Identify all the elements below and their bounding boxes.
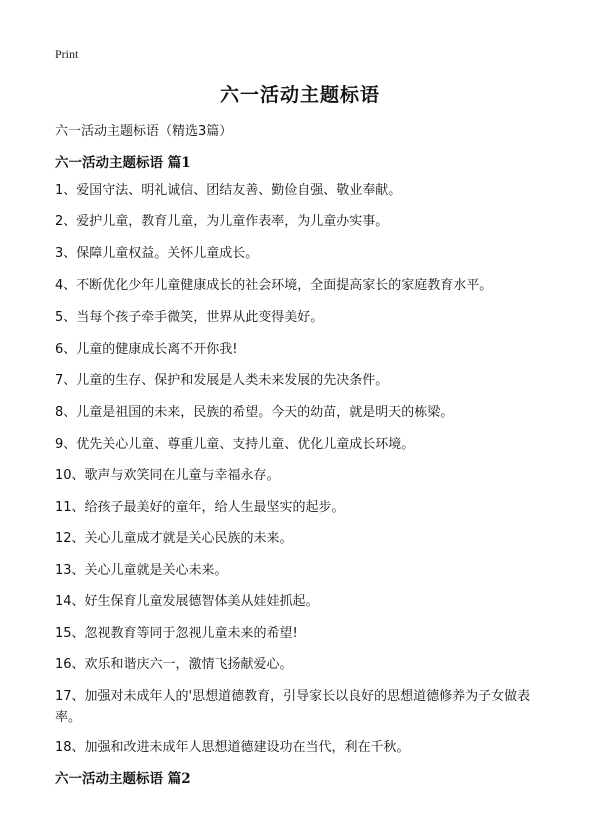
list-item: 2、爱护儿童，教育儿童，为儿童作表率，为儿童办实事。 — [55, 214, 389, 229]
list-item: 12、关心儿童成才就是关心民族的未来。 — [55, 531, 293, 546]
list-item: 16、欢乐和谐庆六一，激情飞扬献爱心。 — [55, 657, 293, 672]
list-item: 8、儿童是祖国的未来，民族的希望。今天的幼苗，就是明天的栋梁。 — [55, 405, 454, 420]
list-item: 1、爱国守法、明礼诚信、团结友善、勤俭自强、敬业奉献。 — [55, 183, 402, 198]
document-subtitle: 六一活动主题标语（精选3篇） — [55, 124, 233, 139]
list-item: 5、当每个孩子牵手微笑，世界从此变得美好。 — [55, 310, 324, 325]
section-heading-1: 六一活动主题标语 篇1 — [55, 155, 191, 171]
list-item: 14、好生保育儿童发展德智体美从娃娃抓起。 — [55, 594, 319, 609]
list-item: 11、给孩子最美好的童年，给人生最坚实的起步。 — [55, 500, 345, 515]
list-item: 6、儿童的健康成长离不开你我! — [55, 342, 238, 357]
section-heading-2: 六一活动主题标语 篇2 — [55, 771, 191, 787]
list-item: 9、优先关心儿童、尊重儿童、支持儿童、优化儿童成长环境。 — [55, 437, 415, 452]
list-item: 3、保障儿童权益。关怀儿童成长。 — [55, 246, 259, 261]
list-item: 18、加强和改进未成年人思想道德建设功在当代，利在千秋。 — [55, 740, 410, 755]
list-item: 15、忽视教育等同于忽视儿童未来的希望! — [55, 626, 298, 641]
list-item: 13、关心儿童就是关心未来。 — [55, 563, 228, 578]
print-label: Print — [55, 47, 79, 61]
list-item: 10、歌声与欢笑同在儿童与幸福永存。 — [55, 468, 280, 483]
page-title: 六一活动主题标语 — [219, 84, 380, 106]
list-item: 7、儿童的生存、保护和发展是人类未来发展的先决条件。 — [55, 373, 389, 388]
list-item: 17、加强对未成年人的'思想道德教育，引导家长以良好的思想道德修养为子女做表率。 — [55, 689, 531, 725]
list-item: 4、不断优化少年儿童健康成长的社会环境，全面提高家长的家庭教育水平。 — [55, 278, 493, 293]
